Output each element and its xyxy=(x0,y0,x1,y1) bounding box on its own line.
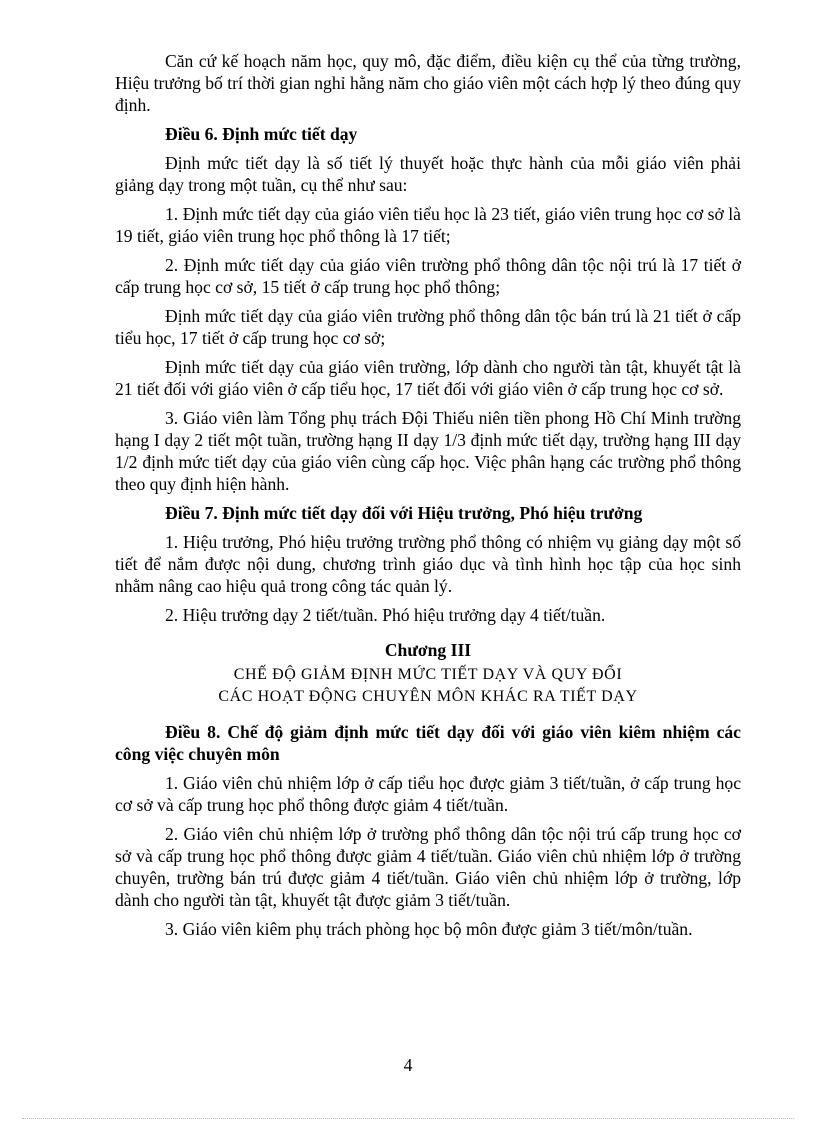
article-6-paragraph: 2. Định mức tiết dạy của giáo viên trường phổ thông dân tộc nội trú là 17 tiết ở cấp trung học cơ sở, 15 tiết ở cấp trung học phổ thông; xyxy=(115,255,741,297)
article-7-paragraph: 1. Hiệu trưởng, Phó hiệu trưởng trường phổ thông có nhiệm vụ giảng dạy một số tiết để nắm được nội dung, chương trình giáo dục và tình hình học tập của học sinh nhằm nâng cao hiệu quả trong công tác quản lý. xyxy=(115,532,741,596)
article-7-heading: Điều 7. Định mức tiết dạy đối với Hiệu trưởng, Phó hiệu trưởng xyxy=(165,503,643,523)
article-8-heading: Điều 8. Chế độ giảm định mức tiết dạy đối với giáo viên kiêm nhiệm các công việc chuyên môn xyxy=(115,722,741,764)
article-6-paragraph: Định mức tiết dạy của giáo viên trường phổ thông dân tộc bán trú là 21 tiết ở cấp tiểu học, 17 tiết ở cấp trung học cơ sở; xyxy=(115,306,741,348)
chapter-title: Chương III xyxy=(384,640,472,660)
article-8-paragraph: 2. Giáo viên chủ nhiệm lớp ở trường phổ thông dân tộc nội trú cấp trung học cơ sở và cấp trung học phổ thông được giảm 4 tiết/tuần. Giáo viên chủ nhiệm lớp ở trường chuyên, trường bán trú được giảm 4 tiết/tuần. Giáo viên chủ nhiệm lớp ở trường, lớp dành cho người tàn tật, khuyết tật được giảm 3 tiết/tuần. xyxy=(115,824,741,910)
article-6-paragraph: 3. Giáo viên làm Tổng phụ trách Đội Thiếu niên tiền phong Hồ Chí Minh trường hạng I dạy 2 tiết một tuần, trường hạng II dạy 1/3 định mức tiết dạy, trường hạng III dạy 1/2 định mức tiết dạy của giáo viên cùng cấp học. Việc phân hạng các trường phổ thông theo quy định hiện hành. xyxy=(115,408,741,494)
article-6-paragraph: Định mức tiết dạy là số tiết lý thuyết hoặc thực hành của mỗi giáo viên phải giảng dạy trong một tuần, cụ thể như sau: xyxy=(115,153,741,195)
article-6-paragraph: 1. Định mức tiết dạy của giáo viên tiểu học là 23 tiết, giáo viên trung học cơ sở là 19 tiết, giáo viên trung học phổ thông là 17 tiết; xyxy=(115,204,741,246)
chapter-subtitle: CHẾ ĐỘ GIẢM ĐỊNH MỨC TIẾT DẠY VÀ QUY ĐỔI xyxy=(233,666,623,683)
article-6-heading: Điều 6. Định mức tiết dạy xyxy=(165,124,358,144)
article-8-paragraph: 1. Giáo viên chủ nhiệm lớp ở cấp tiểu học được giảm 3 tiết/tuần, ở cấp trung học cơ sở và cấp trung học phổ thông được giảm 4 tiết/tuần. xyxy=(115,773,741,815)
article-7-paragraph: 2. Hiệu trưởng dạy 2 tiết/tuần. Phó hiệu trưởng dạy 4 tiết/tuần. xyxy=(165,605,606,625)
page-bottom-divider xyxy=(22,1118,794,1119)
intro-paragraph: Căn cứ kế hoạch năm học, quy mô, đặc điểm, điều kiện cụ thể của từng trường, Hiệu trưởng bố trí thời gian nghỉ hằng năm cho giáo viên một cách hợp lý theo đúng quy định. xyxy=(115,51,741,115)
chapter-subtitle: CÁC HOẠT ĐỘNG CHUYÊN MÔN KHÁC RA TIẾT DẠY xyxy=(218,688,638,705)
page-number: 4 xyxy=(403,1055,413,1075)
article-8-paragraph: 3. Giáo viên kiêm phụ trách phòng học bộ môn được giảm 3 tiết/môn/tuần. xyxy=(165,919,693,939)
document-page xyxy=(115,50,741,947)
article-6-paragraph: Định mức tiết dạy của giáo viên trường, lớp dành cho người tàn tật, khuyết tật là 21 tiết đối với giáo viên ở cấp tiểu học, 17 tiết đối với giáo viên ở cấp trung học cơ sở. xyxy=(115,357,741,399)
